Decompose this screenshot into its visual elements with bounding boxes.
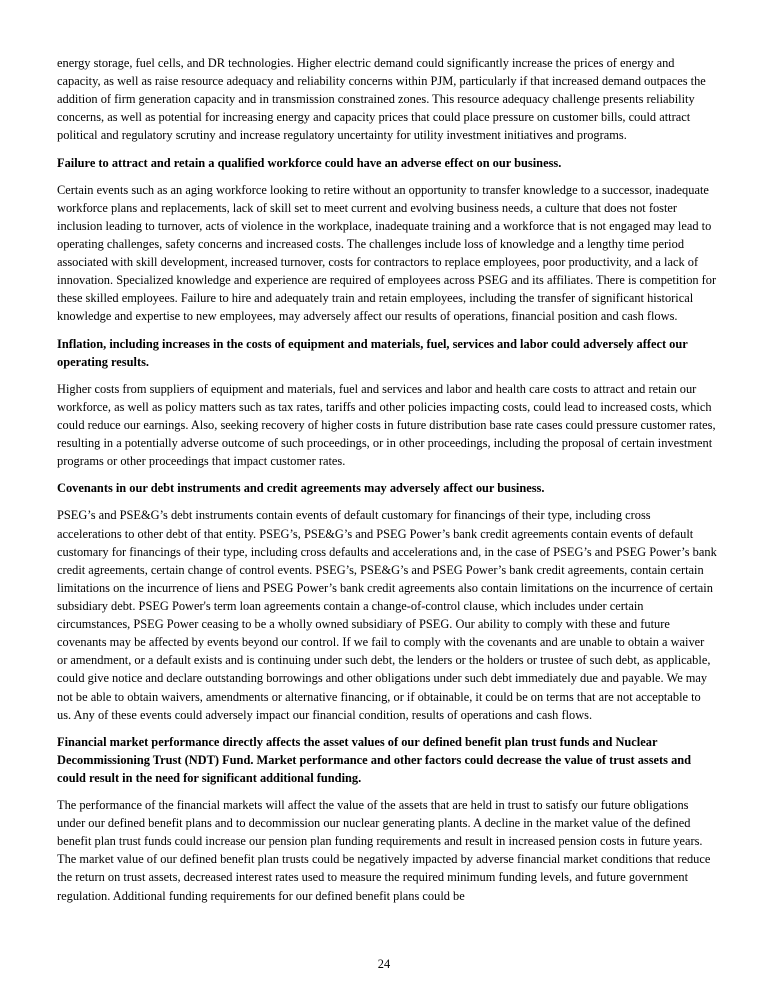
paragraph-energy-demand: energy storage, fuel cells, and DR technologies. Higher electric demand could significantly increase the prices of energy and capacity, as well as raise resource adequacy and reliability concerns within PJM, particularly if that increased demand outpaces the addition of firm generation capacity and in transmission constrained zones. This resource adequacy challenge presents reliability concerns, as well as potential for increasing energy and capacity prices that could place pressure on customer bills, could attract political and regulatory scrutiny and increase regulatory uncertainty for utility investment initiatives and programs. — [57, 56, 706, 143]
paragraph-financial-market-risk: The performance of the financial markets will affect the value of the assets that are held in trust to satisfy our future obligations under our defined benefit plans and to decommission our nuclear generating plants. A decline in the market value of the defined benefit plan trust funds could increase our pension plan funding requirements and result in increased pension costs in future years. The market value of our defined benefit plan trusts could be negatively impacted by adverse financial market conditions that reduce the return on trust assets, decreased interest rates used to measure the required minimum funding levels, and future government regulation. Additional funding requirements for our defined benefit plans could be — [57, 798, 711, 903]
paragraph-covenants-risk: PSEG’s and PSE&G’s debt instruments contain events of default customary for financings of their type, including cross accelerations to other debt of that entity. PSEG’s, PSE&G’s and PSEG Power’s bank credit agreements contain events of default customary for financings of their type, including cross defaults and accelerations and, in the case of PSEG’s and PSEG Power’s bank credit agreements, certain change of control events. PSEG’s, PSE&G’s and PSEG Power’s bank credit agreements, contain certain limitations on the incurrence of liens and PSEG Power’s bank credit agreements also contain limitations on the incurrence of certain subsidiary debt. PSEG Power's term loan agreements contain a change-of-control clause, which includes under certain circumstances, PSEG Power ceasing to be a wholly owned subsidiary of PSEG. Our ability to comply with these and future covenants may be affected by events beyond our control. If we fail to comply with the covenants and are unable to obtain a waiver or amendment, or a default exists and is continuing under such debt, the lenders or the holders or trustee of such debt, as applicable, could give notice and declare outstanding borrowings and other obligations under such debt immediately due and payable. We may not be able to obtain waivers, amendments or alternative financing, or if obtainable, it could be on terms that are not acceptable to us. Any of these events could adversely impact our financial condition, results of operations and cash flows. — [57, 508, 717, 722]
page-content — [57, 54, 717, 914]
heading-covenants-risk: Covenants in our debt instruments and credit agreements may adversely affect our business. — [57, 481, 545, 496]
page-number: 24 — [377, 957, 391, 971]
heading-financial-market-risk: Financial market performance directly affects the asset values of our defined benefit plan trust funds and Nuclear Decommissioning Trust (NDT) Fund. Market performance and other factors could decrease the value of trust assets and could result in the need for significant additional funding. — [57, 734, 692, 785]
paragraph-inflation-risk: Higher costs from suppliers of equipment and materials, fuel and services and labor and health care costs to attract and retain our workforce, as well as policy matters such as tax rates, tariffs and other policies impacting costs, could lead to increased costs, which could reduce our earnings. Also, seeking recovery of higher costs in future distribution base rate cases could pressure customer rates, resulting in a potentially adverse outcome of such proceedings, or in other proceedings, including the proposal of certain investment programs or other proceedings that impact customer rates. — [57, 381, 716, 469]
heading-workforce-risk: Failure to attract and retain a qualified workforce could have an adverse effect on our business. — [57, 155, 562, 170]
heading-inflation-risk: Inflation, including increases in the costs of equipment and materials, fuel, services and labor could adversely affect our operating results. — [57, 336, 688, 369]
paragraph-workforce-risk: Certain events such as an aging workforce looking to retire without an opportunity to transfer knowledge to a successor, inadequate workforce plans and replacements, lack of skill set to meet current and evolving business needs, a culture that does not foster inclusion leading to turnover, acts of violence in the workplace, inadequate training and a workforce that is not engaged may lead to operating challenges, safety concerns and increased costs. The challenges include loss of knowledge and a lengthy time period associated with skill development, increased turnover, costs for contractors to replace employees, poor productivity, and a lack of innovation. Specialized knowledge and experience are required of employees across PSEG and its affiliates. There is competition for these skilled employees. Failure to hire and adequately train and retain employees, including the transfer of significant historical knowledge and expertise to new employees, may adversely affect our results of operations, financial position and cash flows. — [57, 182, 717, 324]
